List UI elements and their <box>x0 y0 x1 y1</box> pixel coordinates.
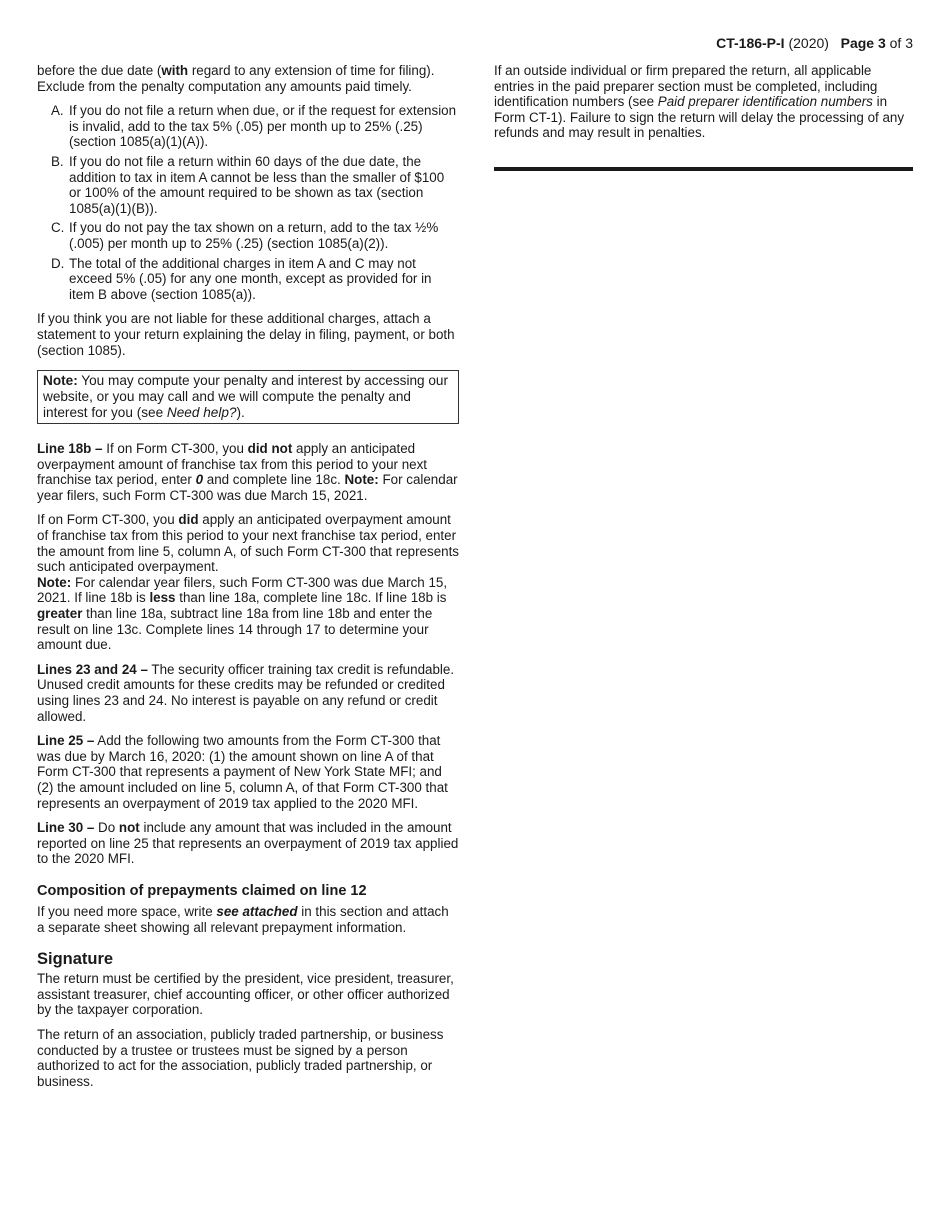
page-label: Page 3 <box>840 35 886 51</box>
signature-paragraph-2: The return of an association, publicly traded partnership, or business conducted by a trustee or trustees must be signed by a person authorized to act for the association, publicly traded partnership, or business. <box>37 1026 444 1089</box>
note-text: You may compute your penalty and interest by accessing our website, or you may call and we will compute the penalty and interest for you (see <box>43 373 449 421</box>
text: than line 18a, subtract line 18a from line 18b and enter the result on line 13c. Complete lines 14 through 17 to determine your amount due. <box>37 606 433 653</box>
line-label: Lines 23 and 24 – <box>37 661 148 677</box>
text: in Form CT-1). Failure to sign the return will delay the processing of any refunds and may result in penalties. <box>494 94 905 141</box>
line-label: Line 30 – <box>37 820 95 836</box>
item-text: If you do not file a return when due, or if the request for extension is invalid, add to the tax 5% (.05) per month up to 25% (.25) (section 1085(a)(1)(A)). <box>69 103 457 150</box>
signature-heading: Signature <box>37 950 114 969</box>
line-18b-paragraph <box>37 441 459 503</box>
note-end: ). <box>236 405 245 421</box>
item-text: If you do not pay the tax shown on a return, add to the tax ½% (.005) per month up to 25% (.25) (section 1085(a)(2)). <box>69 220 439 251</box>
line-25-paragraph <box>37 733 459 811</box>
text: If on Form CT-300, you <box>37 512 175 528</box>
page-of: of 3 <box>889 35 913 51</box>
text: Do <box>98 820 116 836</box>
text: Add the following two amounts from the Form CT-300 that was due by March 16, 2020: (1) the amount shown on line A of that Form CT-300 that represents a payment of New York State MFI; and (2) the amount included on line 5, column A, of that Form CT-300 that represents an overpayment of 2019 tax applied to the 2020 MFI. <box>37 733 448 811</box>
text: If on Form CT-300, you <box>106 441 244 457</box>
item-text: If you do not file a return within 60 days of the due date, the addition to tax in item A cannot be less than the smaller of $100 or 100% of the amount required to be shown as tax (section 1085(a)(1)(B)). <box>69 153 445 216</box>
item-letter: C. <box>51 220 65 236</box>
line-30-paragraph <box>37 820 459 867</box>
item-text: The total of the additional charges in item A and C may not exceed 5% (.05) for any one month, except as provided for in item B above (section 1085(a)). <box>69 255 432 302</box>
text: apply an anticipated overpayment amount of franchise tax from this period to your next franchise tax period, enter the amount from line 5, column A, of such Form CT-300 that represents such anticipated overpayment. <box>37 512 460 575</box>
note-label: Note: <box>43 373 78 389</box>
text: in this section and attach a separate sheet showing all relevant prepayment information. <box>37 903 449 935</box>
composition-heading: Composition of prepayments claimed on line 12 <box>37 882 367 899</box>
emphasis: 0 <box>195 472 204 488</box>
liable-paragraph: If you think you are not liable for these additional charges, attach a statement to your return explaining the delay in filing, payment, or both (section 1085). <box>37 311 455 358</box>
lines-23-24-paragraph <box>37 662 459 724</box>
text: than line 18a, complete line 18c. If line 18b is <box>179 590 447 606</box>
intro-paragraph <box>37 63 459 94</box>
text: If you need more space, write <box>37 903 213 919</box>
text: If an outside individual or firm prepared the return, all applicable entries in the paid preparer section must be completed, including identification numbers (see <box>494 63 878 110</box>
need-help-ref: Need help? <box>166 405 237 421</box>
note-box <box>37 370 459 424</box>
note-label: Note: <box>37 574 72 590</box>
note-label: Note: <box>344 472 379 488</box>
text: before the due date ( <box>37 63 162 78</box>
left-column <box>37 63 459 1098</box>
list-item <box>37 256 459 303</box>
right-column <box>494 63 914 171</box>
emphasis: did <box>178 512 199 528</box>
emphasis: not <box>118 820 140 836</box>
page-header <box>716 35 913 51</box>
line-label: Line 18b – <box>37 441 103 457</box>
emphasis: greater <box>37 606 83 622</box>
text: apply an anticipated overpayment amount of franchise tax from this period to your next franchise tax period, enter <box>37 441 428 488</box>
line-18b-paragraph-2 <box>37 512 459 652</box>
item-letter: D. <box>51 255 65 271</box>
emphasis: see attached <box>216 903 298 919</box>
form-id: CT-186-P-I <box>716 35 785 51</box>
signature-paragraph-1: The return must be certified by the president, vice president, treasurer, assistant treasurer, chief accounting officer, or other officer authorized by the taxpayer corporation. <box>37 971 454 1018</box>
preparer-id-ref: Paid preparer identification numbers <box>657 94 873 110</box>
line-label: Line 25 – <box>37 733 95 749</box>
preparer-paragraph <box>494 63 914 141</box>
emphasis: with <box>161 63 189 78</box>
list-item <box>37 220 459 251</box>
form-year: (2020) <box>788 35 829 51</box>
text: The security officer training tax credit is refundable. Unused credit amounts for these credits may be refunded or credited using lines 23 and 24. No interest is payable on any refund or credit allowed. <box>37 661 455 724</box>
text: include any amount that was included in the amount reported on line 25 that represents an overpayment of 2019 tax applied to the 2020 MFI. <box>37 820 459 867</box>
text: For calendar year filers, such Form CT-300 was due March 15, 2021. If line 18b is <box>37 574 448 606</box>
list-item <box>37 154 459 216</box>
item-letter: B. <box>51 153 64 169</box>
emphasis: less <box>149 590 176 606</box>
item-letter: A. <box>51 103 64 119</box>
emphasis: did not <box>247 441 293 457</box>
list-item <box>37 103 459 150</box>
composition-paragraph <box>37 904 459 935</box>
penalty-list <box>37 103 459 302</box>
section-divider <box>494 167 913 171</box>
text: and complete line 18c. <box>206 472 341 488</box>
text: regard to any extension of time for filing). Exclude from the penalty computation any amounts paid timely. <box>37 63 435 94</box>
text: For calendar year filers, such Form CT-300 was due March 15, 2021. <box>37 472 458 503</box>
